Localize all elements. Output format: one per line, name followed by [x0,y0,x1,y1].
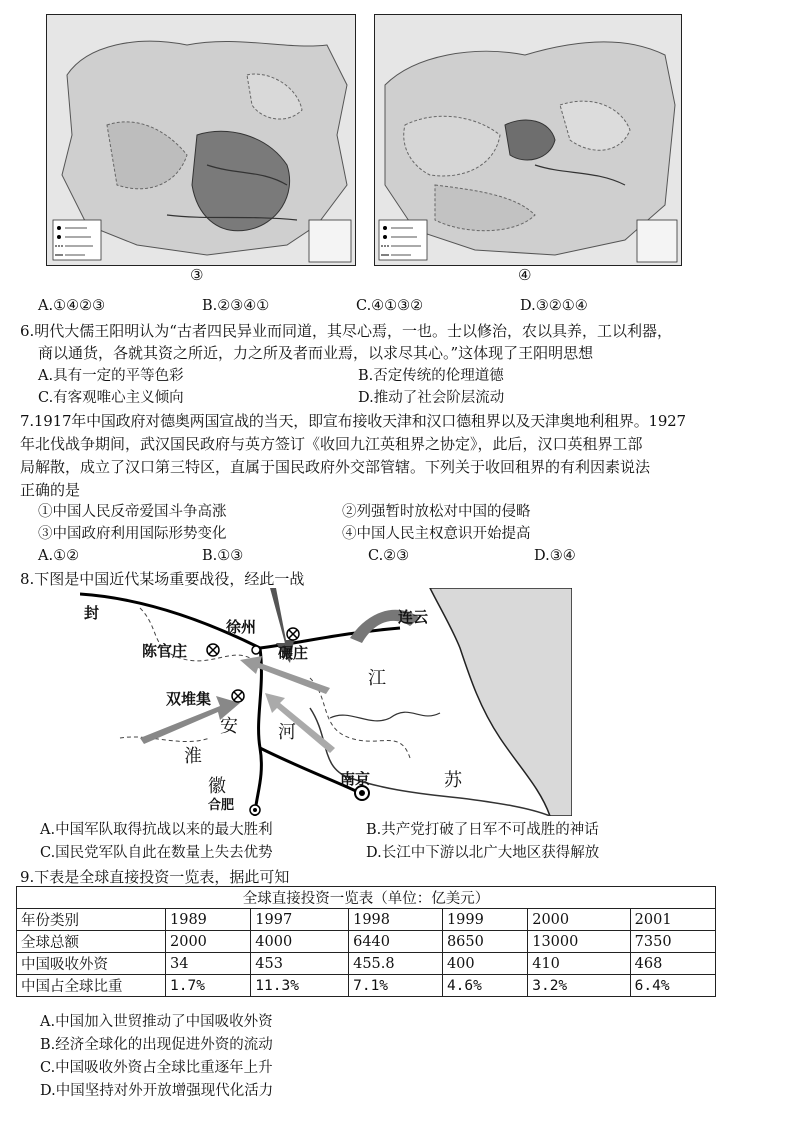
historical-map-3 [46,14,356,266]
q8-option-d: D.长江中下游以北广大地区获得解放 [366,845,600,861]
map-label-an: 安 [220,716,238,737]
table-cell: 1.7% [166,975,251,997]
q8-stem: 8.下图是中国近代某场重要战役，经此一战 [20,570,305,588]
q7-statement-1: ①中国人民反帝爱国斗争高涨 [38,504,227,520]
q6-option-b: B.否定传统的伦理道德 [358,368,504,384]
map-3-drawing [47,15,355,265]
q7-statement-3: ③中国政府利用国际形势变化 [38,526,227,542]
q9-option-d: D.中国坚持对外开放增强现代化活力 [40,1083,274,1099]
q6-option-a: A.具有一定的平等色彩 [38,368,184,384]
q9-option-c: C.中国吸收外资占全球比重逐年上升 [40,1060,273,1076]
fdi-table [16,886,716,997]
map-label-xuzhou: 徐州 [226,618,257,636]
table-cell: 6440 [349,931,443,953]
q6-option-c: C.有客观唯心主义倾向 [38,390,184,406]
table-cell: 4.6% [442,975,527,997]
table-cell: 7350 [630,931,715,953]
q7-option-a: A.①② [38,548,80,564]
table-header-cell: 1998 [349,909,443,931]
table-caption: 全球直接投资一览表（单位：亿美元） [17,887,716,909]
table-cell: 34 [166,953,251,975]
table-header-cell: 1999 [442,909,527,931]
map-label-hui: 徽 [208,776,226,797]
map-label-shuangduiji: 双堆集 [166,690,212,708]
map-4-drawing [375,15,681,265]
table-cell: 468 [630,953,715,975]
battle-map [80,588,572,816]
map-label-nanjing: 南京 [340,770,371,788]
table-row [17,953,716,975]
table-header-cell: 2000 [528,909,630,931]
table-cell: 中国吸收外资 [17,953,166,975]
table-cell: 4000 [251,931,349,953]
q5-option-b: B.②③④① [202,298,270,314]
q9-option-a: A.中国加入世贸推动了中国吸收外资 [40,1014,273,1030]
map-label-kaifeng: 封 [84,604,100,622]
q8-option-c: C.国民党军队自此在数量上失去优势 [40,845,273,861]
map-label-jiang: 江 [368,668,386,689]
map-label-huai: 淮 [184,746,202,767]
q7-stem-line4: 正确的是 [20,481,81,499]
table-caption-row [17,887,716,909]
table-header-row [17,909,716,931]
table-row [17,931,716,953]
table-header-cell: 2001 [630,909,715,931]
q6-stem-line1: 6.明代大儒王阳明认为“古者四民异业而同道，其尽心焉，一也。士以修治，农以具养，工以利器， [20,322,672,340]
q8-option-b: B.共产党打破了日军不可战胜的神话 [366,822,599,838]
q7-option-d: D.③④ [534,548,576,564]
map-3-number: ③ [190,266,204,284]
table-cell: 11.3% [251,975,349,997]
table-cell: 13000 [528,931,630,953]
table-header-cell: 1989 [166,909,251,931]
table-cell: 7.1% [349,975,443,997]
q5-option-d: D.③②①④ [520,298,588,314]
q7-stem-line3: 局解散，成立了汉口第三特区，直属于国民政府外交部管辖。下列关于收回租界的有利因素说法 [20,458,651,476]
map-4-number: ④ [518,266,532,284]
q6-option-d: D.推动了社会阶层流动 [358,390,505,406]
q7-stem-line2: 年北伐战争期间，武汉国民政府与英方签订《收回九江英租界之协定》，此后，汉口英租界工部 [20,435,643,453]
table-cell: 6.4% [630,975,715,997]
table-header-cell: 年份类别 [17,909,166,931]
q7-option-c: C.②③ [368,548,410,564]
table-cell: 453 [251,953,349,975]
q7-statement-4: ④中国人民主权意识开始提高 [342,526,531,542]
map-label-su: 苏 [444,770,462,791]
table-row [17,975,716,997]
table-cell: 全球总额 [17,931,166,953]
table-cell: 3.2% [528,975,630,997]
q7-option-b: B.①③ [202,548,244,564]
q7-statement-2: ②列强暂时放松对中国的侵略 [342,504,531,520]
q5-option-c: C.④①③② [356,298,424,314]
q7-stem-line1: 7.1917年中国政府对德奥两国宣战的当天，即宣布接收天津和汉口德租界以及天津奥地利租界。1927 [20,412,686,430]
map-label-he: 河 [278,722,296,743]
q9-stem: 9.下表是全球直接投资一览表，据此可知 [20,868,290,886]
q5-option-a: A.①④②③ [38,298,106,314]
table-cell: 2000 [166,931,251,953]
historical-map-4 [374,14,682,266]
table-cell: 中国占全球比重 [17,975,166,997]
q8-option-a: A.中国军队取得抗战以来的最大胜利 [40,822,273,838]
table-cell: 8650 [442,931,527,953]
map-label-lianyun: 连云 [398,608,429,626]
map-label-nianzhuang: 碾庄 [278,644,309,662]
table-header-cell: 1997 [251,909,349,931]
table-cell: 410 [528,953,630,975]
map-label-hefei: 合肥 [208,798,235,813]
table-cell: 400 [442,953,527,975]
battle-map-drawing [80,588,572,816]
q6-stem-line2: 商以通货，各就其资之所近，力之所及者而业焉，以求尽其心。”这体现了王阳明思想 [38,344,594,362]
map-label-chenguanzhuang: 陈官庄 [142,642,188,660]
table-cell: 455.8 [349,953,443,975]
q9-option-b: B.经济全球化的出现促进外资的流动 [40,1037,273,1053]
